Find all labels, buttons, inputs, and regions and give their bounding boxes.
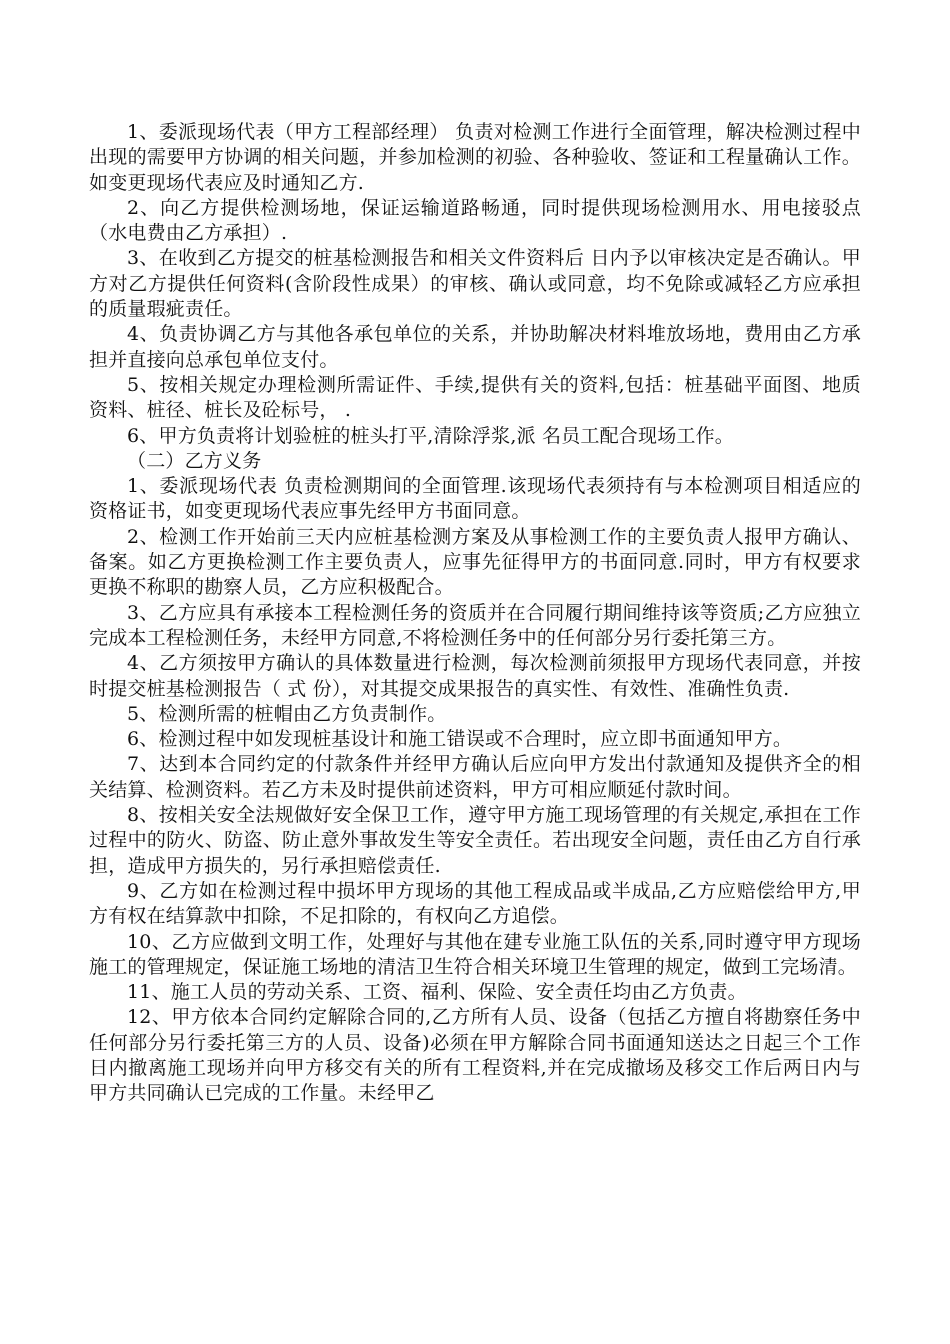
section-heading-yi-obligations: （二）乙方义务 [127,449,262,472]
paragraph-yi-6: 6、检测过程中如发现桩基设计和施工错误或不合理时，应立即书面通知甲方。 [127,728,793,751]
paragraph-jia-1: 1、委派现场代表（甲方工程部经理） 负责对检测工作进行全面管理，解决检测过程中出现的需要甲方协调的相关问题，并参加检测的初验、各种验收、签证和工程量确认工作。如变更现场代表应及时通知乙方. [89,121,861,194]
paragraph-jia-4: 4、负责协调乙方与其他各承包单位的关系，并协助解决材料堆放场地，费用由乙方承担并直接向总承包单位支付。 [89,323,861,371]
document-body [89,120,861,1107]
paragraph-yi-2: 2、检测工作开始前三天内应桩基检测方案及从事检测工作的主要负责人报甲方确认、备案。如乙方更换检测工作主要负责人，应事先征得甲方的书面同意.同时，甲方有权要求更换不称职的勘察人员，乙方应积极配合。 [89,525,861,599]
paragraph-jia-3: 3、在收到乙方提交的桩基检测报告和相关文件资料后 日内予以审核决定是否确认。甲方对乙方提供任何资料(含阶段性成果）的审核、确认或同意，均不免除或减轻乙方应承担的质量瑕疵责任。 [89,247,861,321]
paragraph-jia-2: 2、向乙方提供检测场地，保证运输道路畅通，同时提供现场检测用水、用电接驳点（水电费由乙方承担）. [89,196,861,245]
paragraph-yi-10: 10、乙方应做到文明工作，处理好与其他在建专业施工队伍的关系,同时遵守甲方现场施工的管理规定，保证施工场地的清洁卫生符合相关环境卫生管理的规定，做到工完场清。 [89,930,861,978]
paragraph-yi-11: 11、施工人员的劳动关系、工资、福利、保险、安全责任均由乙方负责。 [127,981,747,1004]
paragraph-jia-6: 6、甲方负责将计划验桩的桩头打平,清除浮浆,派 名员工配合现场工作。 [127,424,735,447]
paragraph-yi-4: 4、乙方须按甲方确认的具体数量进行检测，每次检测前须报甲方现场代表同意，并按时提交桩基检测报告（ 式 份），对其提交成果报告的真实性、有效性、准确性负责. [89,652,861,700]
paragraph-yi-12: 12、甲方依本合同约定解除合同的,乙方所有人员、设备（包括乙方擅自将勘察任务中任何部分另行委托第三方的人员、设备)必须在甲方解除合同书面通知送达之日起三个工作日内撤离施工现场并向甲方移交有关的所有工程资料,并在完成撤场及移交工作后两日内与甲方共同确认已完成的工作量。未经甲乙 [89,1006,861,1105]
paragraph-yi-3: 3、乙方应具有承接本工程检测任务的资质并在合同履行期间维持该等资质;乙方应独立完成本工程检测任务，未经甲方同意,不将检测任务中的任何部分另行委托第三方。 [89,601,861,649]
paragraph-yi-8: 8、按相关安全法规做好安全保卫工作，遵守甲方施工现场管理的有关规定,承担在工作过程中的防火、防盗、防止意外事故发生等安全责任。若出现安全问题，责任由乙方自行承担，造成甲方损失的，另行承担赔偿责任. [89,804,861,877]
paragraph-yi-9: 9、乙方如在检测过程中损坏甲方现场的其他工程成品或半成品,乙方应赔偿给甲方,甲方有权在结算款中扣除，不足扣除的，有权向乙方追偿。 [89,879,861,928]
paragraph-yi-5: 5、检测所需的桩帽由乙方负责制作。 [127,702,447,725]
paragraph-yi-7: 7、达到本合同约定的付款条件并经甲方确认后应向甲方发出付款通知及提供齐全的相关结算、检测资料。若乙方未及时提供前述资料，甲方可相应顺延付款时间。 [89,753,861,801]
paragraph-jia-5: 5、按相关规定办理检测所需证件、手续,提供有关的资料,包括：桩基础平面图、地质资料、桩径、桩长及砼标号， . [89,373,861,422]
paragraph-yi-1: 1、委派现场代表 负责检测期间的全面管理.该现场代表须持有与本检测项目相适应的资格证书，如变更现场代表应事先经甲方书面同意。 [89,475,861,523]
